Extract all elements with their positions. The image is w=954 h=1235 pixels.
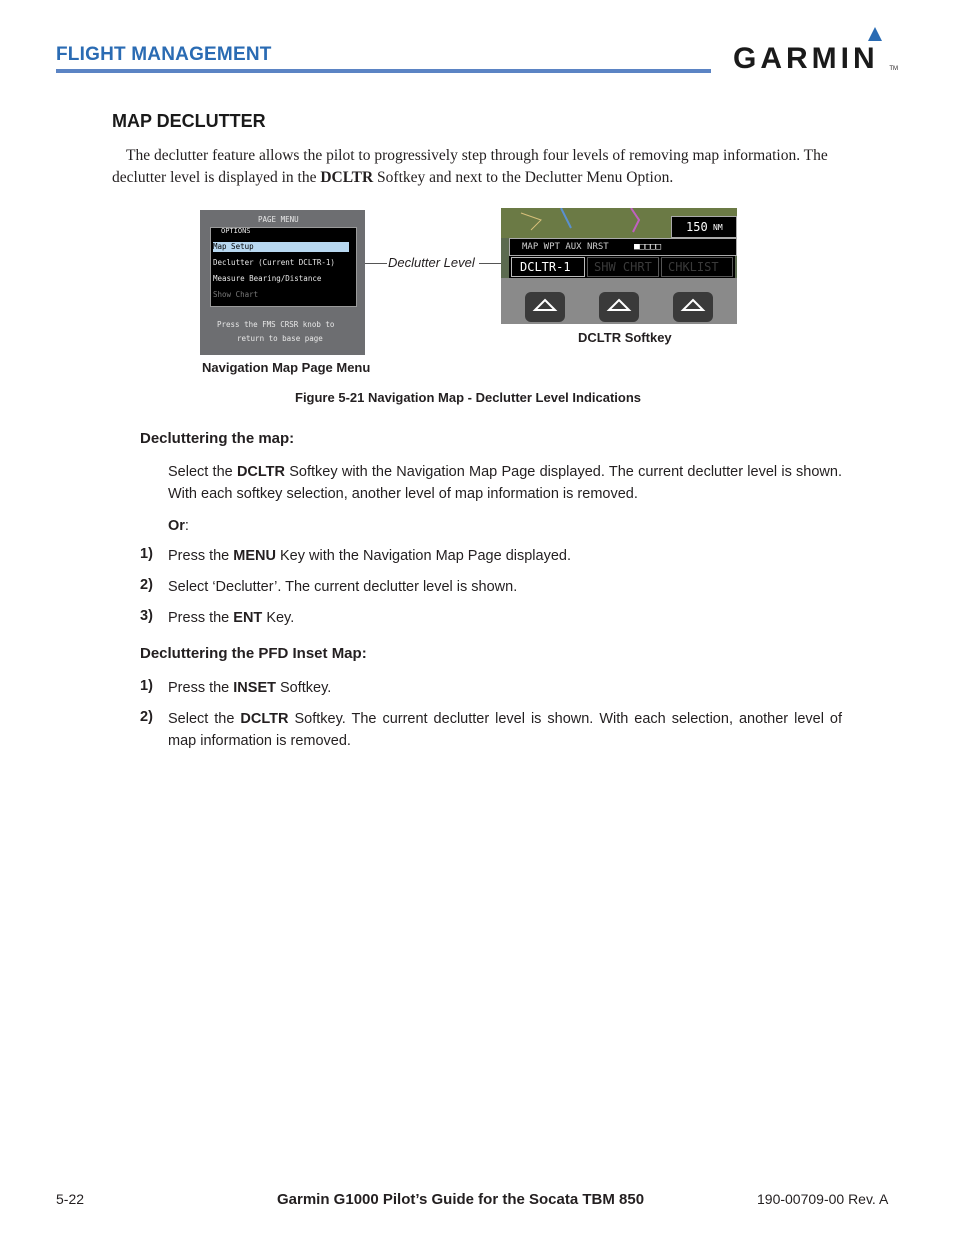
page-menu-options-box	[210, 227, 357, 307]
section-heading: MAP DECLUTTER	[112, 111, 266, 131]
softkey-buttons	[501, 278, 737, 324]
step-post: Key with the Navigation Map Page displayed.	[280, 548, 571, 564]
menu-item-declutter[interactable]: Declutter (Current DCLTR-1)	[213, 258, 335, 267]
menu-caption: Navigation Map Page Menu	[202, 360, 371, 375]
step-text	[168, 607, 842, 629]
declutter-level-callout: Declutter Level	[388, 255, 475, 270]
logo-text: GARMIN	[733, 42, 879, 75]
step-pre: Press the	[168, 610, 230, 626]
bezel	[501, 278, 737, 324]
dcltr-softkey[interactable]: DCLTR-1	[511, 257, 585, 277]
callout-line-right	[479, 263, 501, 264]
shw-chrt-softkey[interactable]: SHW CHRT	[587, 257, 659, 277]
garmin-logo	[733, 26, 898, 76]
step-pre: Press the	[168, 548, 230, 564]
step-key: DCLTR	[240, 711, 289, 727]
para-key: DCLTR	[236, 464, 286, 480]
intro-paragraph	[112, 145, 847, 189]
step-pre: Press the	[168, 680, 230, 696]
procedure-heading-map: Decluttering the map:	[140, 430, 295, 447]
intro-text-1: The declutter feature allows the pilot to progressively step through four levels of removing map information. The declutter level is displayed in the	[112, 147, 828, 186]
step-key: ENT	[233, 610, 263, 626]
step-key: INSET	[233, 680, 276, 696]
header-rule	[56, 69, 711, 73]
step-number: 1)	[140, 546, 153, 562]
step-number: 2)	[140, 577, 153, 593]
step-number: 2)	[140, 709, 153, 725]
step-pre: Select the	[168, 711, 235, 727]
menu-footer-line1: Press the FMS CRSR knob to	[217, 320, 335, 329]
page-menu-title: PAGE MENU	[258, 215, 299, 224]
page-indicator-icon: ■□□□□	[634, 242, 662, 252]
logo-triangle-icon	[867, 26, 883, 42]
softkey-caption: DCLTR Softkey	[578, 330, 672, 345]
step-key: MENU	[233, 548, 276, 564]
page-group-tabs: MAP WPT AUX NRST	[522, 242, 609, 252]
range-unit: NM	[713, 223, 723, 232]
section-title: FLIGHT MANAGEMENT	[56, 44, 272, 65]
logo-trademark: TM	[889, 66, 898, 72]
step-post: Softkey. The current declutter level is shown. With each selection, another level of map information is removed.	[168, 711, 842, 749]
intro-text-2: Softkey and next to the Declutter Menu Option.	[377, 169, 674, 186]
intro-key: DCLTR	[320, 169, 374, 186]
menu-item-measure[interactable]: Measure Bearing/Distance	[213, 274, 322, 283]
menu-item-show-chart[interactable]: Show Chart	[213, 290, 259, 299]
document-number: 190-00709-00 Rev. A	[757, 1191, 889, 1207]
options-label: OPTIONS	[221, 227, 251, 235]
dcltr-softkey-screenshot	[501, 208, 737, 324]
step-post: Key.	[266, 610, 295, 626]
step-number: 3)	[140, 608, 153, 624]
step-post: Softkey.	[280, 680, 332, 696]
range-value: 150	[686, 220, 708, 234]
procedure-heading-pfd: Decluttering the PFD Inset Map:	[140, 645, 367, 662]
or-line: Or:	[168, 518, 189, 534]
para-pre: Select the	[168, 464, 233, 480]
page-menu-screenshot	[200, 210, 365, 355]
menu-item-map-setup[interactable]: Map Setup	[213, 242, 349, 252]
figure-caption: Figure 5-21 Navigation Map - Declutter Level Indications	[295, 390, 642, 405]
page-group-bar	[509, 238, 737, 256]
softkey-bar	[509, 256, 735, 278]
range-box	[671, 216, 737, 238]
or-label: Or	[168, 518, 185, 534]
step-text	[168, 545, 842, 567]
callout-line-left	[365, 263, 387, 264]
step-text	[168, 708, 842, 752]
menu-footer-line2: return to base page	[237, 334, 323, 343]
para-post: Softkey with the Navigation Map Page displayed. The current declutter level is shown. With each softkey selection, another level of map information is removed.	[168, 464, 842, 502]
footer-title: Garmin G1000 Pilot’s Guide for the Socata TBM 850	[277, 1191, 645, 1208]
step-text	[168, 677, 842, 699]
procedure-paragraph	[168, 461, 842, 505]
step-text: Select ‘Declutter’. The current declutter level is shown.	[168, 579, 518, 595]
chklist-softkey[interactable]: CHKLIST	[661, 257, 733, 277]
page-number: 5-22	[56, 1191, 85, 1207]
step-number: 1)	[140, 678, 153, 694]
